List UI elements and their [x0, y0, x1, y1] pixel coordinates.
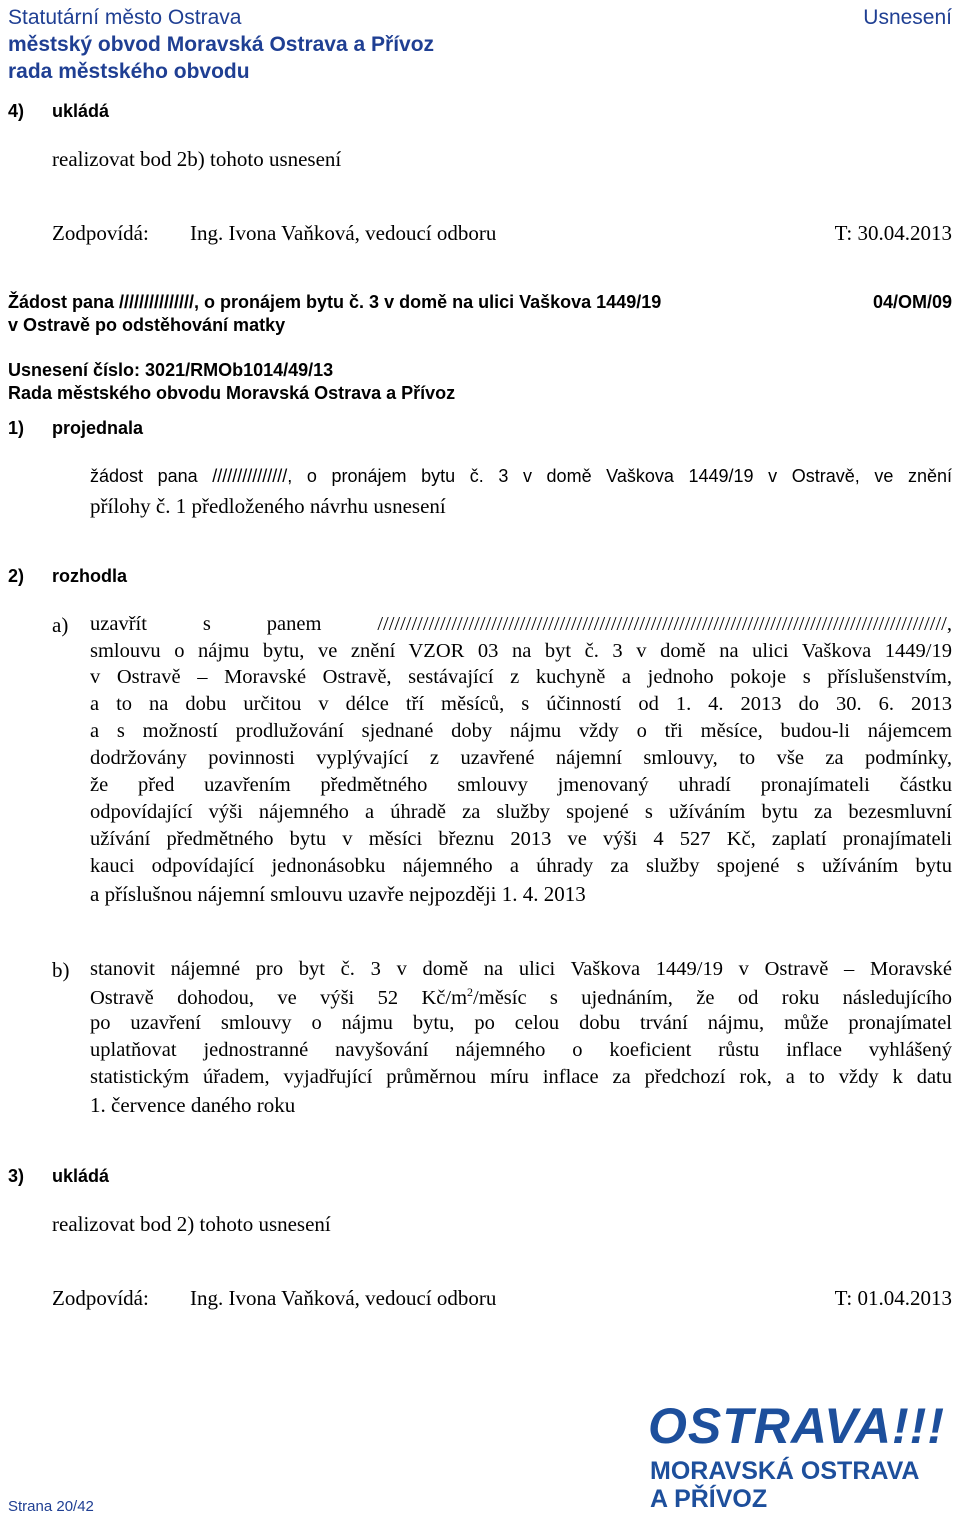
- section-2b-label: b): [52, 958, 70, 982]
- item-title-line2: v Ostravě po odstěhování matky: [8, 315, 286, 335]
- logo-ostrava-text: OSTRAVA!!!: [648, 1398, 945, 1454]
- section-4-resp-label: Zodpovídá:: [52, 221, 149, 245]
- section-2a-line: a příslušnou nájemní smlouvu uzavře nejpozději 1. 4. 2013: [90, 882, 586, 906]
- resolution-number: Usnesení číslo: 3021/RMOb1014/49/13: [8, 360, 334, 380]
- item-title-line1: Žádost pana ///////////////, o pronájem bytu č. 3 v domě na ulici Vaškova 1449/19: [8, 292, 662, 312]
- superscript: 2: [467, 985, 474, 999]
- section-3-resp-label: Zodpovídá:: [52, 1286, 149, 1310]
- section-2b-line: po uzavření smlouvy o nájmu bytu, po celou dobu trvání nájmu, může pronajímatel: [90, 1012, 952, 1034]
- section-2a-line: v Ostravě – Moravské Ostravě, sestávající z kuchyně a jednoho pokoje s příslušenstvím,: [90, 666, 952, 688]
- section-2a-line: užívání předmětného bytu v měsíci březnu 2013 ve výši 4 527 Kč, zaplatí pronajímateli: [90, 828, 952, 850]
- section-3-deadline: T: 01.04.2013: [834, 1286, 952, 1310]
- header-council: rada městského obvodu: [8, 60, 250, 83]
- header-doc-type: Usnesení: [863, 6, 952, 29]
- section-1-line1: žádost pana ///////////////, o pronájem bytu č. 3 v domě Vaškova 1449/19 v Ostravě, ve znění: [90, 466, 952, 486]
- header-city: Statutární město Ostrava: [8, 6, 242, 29]
- ostrava-logo: [648, 1400, 952, 1514]
- section-3-resp-person: Ing. Ivona Vaňková, vedoucí odboru: [190, 1286, 497, 1310]
- page-number: Strana 20/42: [8, 1498, 94, 1515]
- section-2a-line: uzavřít s panem ////////////////////////////////////////////////////////////////////////////////////////////////////,: [90, 613, 952, 635]
- section-3-heading: ukládá: [52, 1166, 110, 1186]
- section-2a-line: smlouvu o nájmu bytu, ve znění VZOR 03 na byt č. 3 v domě na ulici Vaškova 1449/19: [90, 640, 952, 662]
- section-2b-line: stanovit nájemné pro byt č. 3 v domě na ulici Vaškova 1449/19 v Ostravě – Moravské: [90, 958, 952, 980]
- section-1-heading: projednala: [52, 418, 144, 438]
- section-2b-line: uplatňovat jednostranné navyšování nájemného o koeficient růstu inflace vyhlášený: [90, 1039, 952, 1061]
- section-2-number: 2): [8, 566, 25, 586]
- section-2a-line: a to na dobu určitou v délce tří měsíců, s účinností od 1. 4. 2013 do 30. 6. 2013: [90, 693, 952, 715]
- resolution-body: Rada městského obvodu Moravská Ostrava a Přívoz: [8, 383, 456, 403]
- section-2a-line: odpovídající výši nájemného a úhradě za služby spojené s užíváním bytu za bezesmluvní: [90, 801, 952, 823]
- section-2a-line: dodržovány povinnosti vyplývající z uzavřené nájemní smlouvy, to vše za podmínky,: [90, 747, 952, 769]
- section-2a-line: kauci odpovídající jednonásobku nájemného a úhrady za služby spojené s užíváním bytu: [90, 855, 952, 877]
- section-2a-line: a s možností prodlužování sjednané doby nájmu vždy o tři měsíce, budou-li nájemcem: [90, 720, 952, 742]
- section-2a-line: že před uzavřením předmětného smlouvy jmenovaný uhradí pronajímateli částku: [90, 774, 952, 796]
- section-3-text: realizovat bod 2) tohoto usnesení: [52, 1212, 331, 1236]
- logo-district-text: MORAVSKÁ OSTRAVA: [650, 1457, 920, 1485]
- section-4-deadline: T: 30.04.2013: [834, 221, 952, 245]
- section-3-number: 3): [8, 1166, 25, 1186]
- section-2b-line: Ostravě dohodou, ve výši 52 $Kč/m^2$/měsíc s ujednáním, že od roku následujícího: [90, 985, 952, 1009]
- section-1-line2: přílohy č. 1 předloženého návrhu usnesení: [90, 494, 446, 518]
- logo-privoz-text: A PŘÍVOZ: [650, 1485, 768, 1513]
- section-4-text: realizovat bod 2b) tohoto usnesení: [52, 147, 342, 171]
- section-2-heading: rozhodla: [52, 566, 127, 586]
- header-district: městský obvod Moravská Ostrava a Přívoz: [8, 33, 435, 56]
- section-1-number: 1): [8, 418, 25, 438]
- section-4-resp-person: Ing. Ivona Vaňková, vedoucí odboru: [190, 221, 497, 245]
- section-4-number: 4): [8, 101, 25, 121]
- section-2a-label: a): [52, 613, 69, 637]
- item-code: 04/OM/09: [872, 292, 952, 312]
- section-2b-line: 1. července daného roku: [90, 1093, 296, 1117]
- section-2b-line: statistickým úřadem, vyjadřující průměrnou míru inflace za předchozí rok, a to vždy k datu: [90, 1066, 952, 1088]
- section-4-heading: ukládá: [52, 101, 110, 121]
